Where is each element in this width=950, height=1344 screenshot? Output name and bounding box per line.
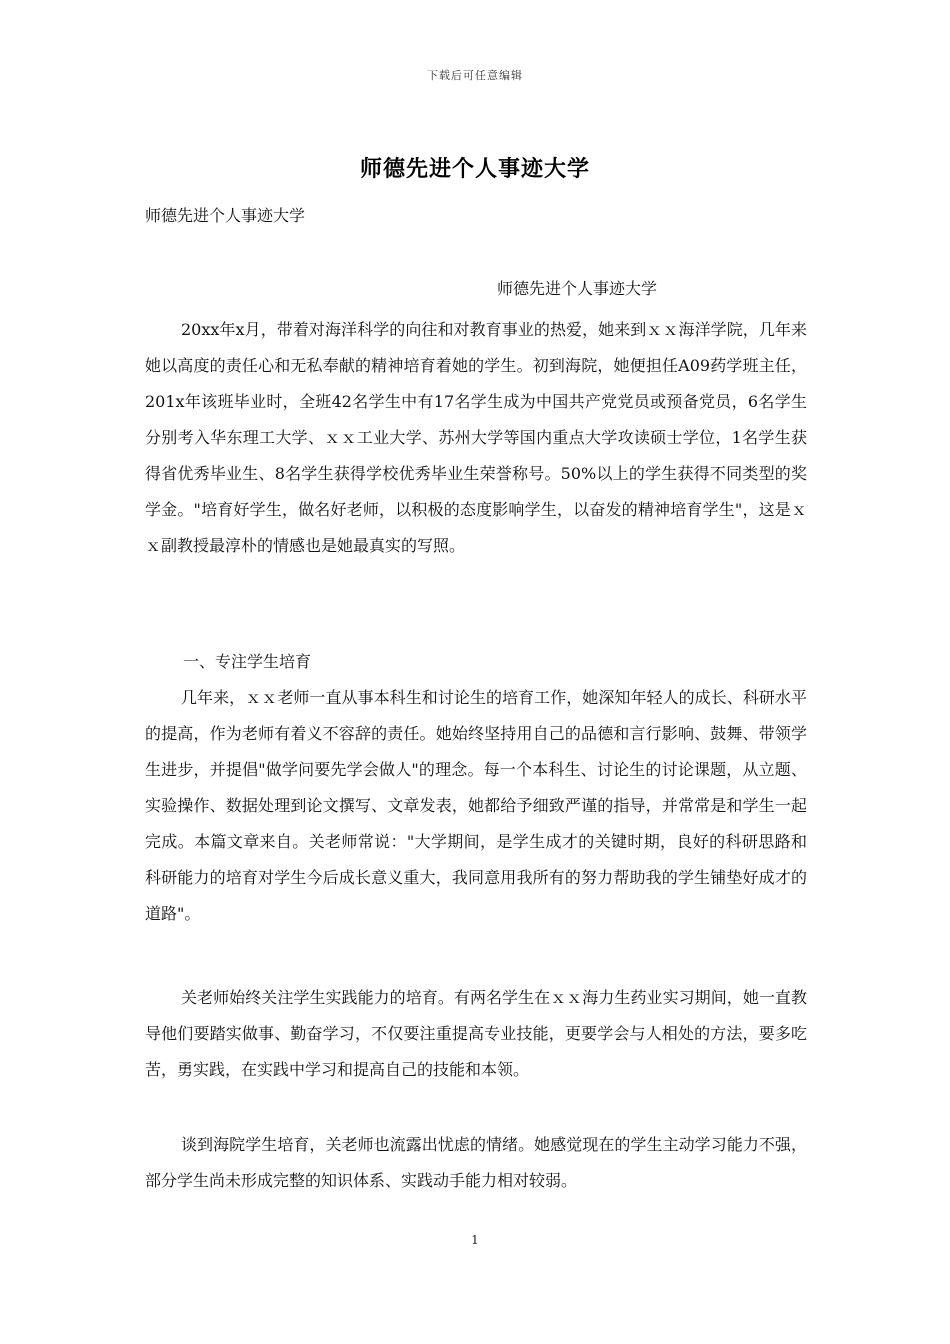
paragraph-practice-ability: 关老师始终关注学生实践能力的培育。有两名学生在ｘｘ海力生药业实习期间，她一直教导他们要踏实做事、勤奋学习，不仅要注重提高专业技能，更要学会与人相处的方法，要多吃苦，勇实践，在实践中学习和提高自己的技能和本领。 bbox=[145, 988, 807, 1079]
document-title: 师德先进个人事迹大学 bbox=[359, 156, 590, 182]
paragraph-concerns: 谈到海院学生培育，关老师也流露出忧虑的情绪。她感觉现在的学生主动学习能力不强，部分学生尚未形成完整的知识体系、实践动手能力相对较弱。 bbox=[145, 1135, 807, 1190]
document-subtitle: 师德先进个人事迹大学 bbox=[145, 206, 306, 225]
paragraph-student-cultivation: 几年来，ｘｘ老师一直从事本科生和讨论生的培育工作，她深知年轻人的成长、科研水平的提高，作为老师有着义不容辞的责任。她始终坚持用自己的品德和言行影响、鼓舞、带领学生进步，并提倡"做学问要先学会做人"的理念。每一个本科生、讨论生的讨论课题，从立题、实验操作、数据处理到论文撰写、文章发表，她都给予细致严谨的指导，并常常是和学生一起完成。本篇文章来自。关老师常说："大学期间，是学生成才的关键时期，良好的科研思路和科研能力的培育对学生今后成长意义重大，我同意用我所有的努力帮助我的学生铺垫好成才的道路"。 bbox=[145, 688, 807, 923]
section-heading: 一、专注学生培育 bbox=[183, 652, 312, 671]
page-number: 1 bbox=[471, 1233, 479, 1247]
paragraph-intro: 20xx年x月，带着对海洋科学的向往和对教育事业的热爱，她来到ｘｘ海洋学院，几年来她以高度的责任心和无私奉献的精神培育着她的学生。初到海院，她便担任A09药学班主任，201x年该班毕业时，全班42名学生中有17名学生成为中国共产党党员或预备党员，6名学生分别考入华东理工大学、ｘｘ工业大学、苏州大学等国内重点大学攻读硕士学位，1名学生获得省优秀毕业生、8名学生获得学校优秀毕业生荣誉称号。50%以上的学生获得不同类型的奖学金。"培育好学生，做名好老师，以积极的态度影响学生，以奋发的精神培育学生"，这是ｘｘ副教授最淳朴的情感也是她最真实的写照。 bbox=[145, 320, 807, 555]
header-note: 下载后可任意编辑 bbox=[427, 69, 523, 82]
document-byline: 师德先进个人事迹大学 bbox=[497, 279, 658, 298]
